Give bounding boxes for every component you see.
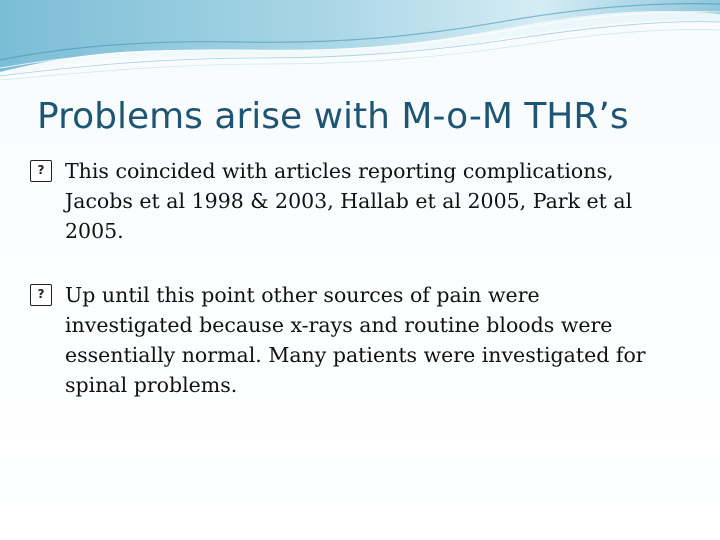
bullet-text: Up until this point other sources of pain were investigated because x-rays and routine bloods were essentially normal. Many patients were investigated for spinal problems. <box>65 283 646 397</box>
missing-glyph-box-icon: ? <box>30 284 52 306</box>
bullet-item <box>30 280 670 400</box>
bullet-text: This coincided with articles reporting complications, Jacobs et al 1998 & 2003, Hallab et al 2005, Park et al 2005. <box>65 159 633 243</box>
missing-glyph-box-icon: ? <box>30 160 52 182</box>
decorative-wave-header <box>0 0 720 90</box>
slide-title: Problems arise with M-o-M THR’s <box>37 96 629 137</box>
bullet-list <box>30 156 670 434</box>
bullet-item <box>30 156 670 246</box>
